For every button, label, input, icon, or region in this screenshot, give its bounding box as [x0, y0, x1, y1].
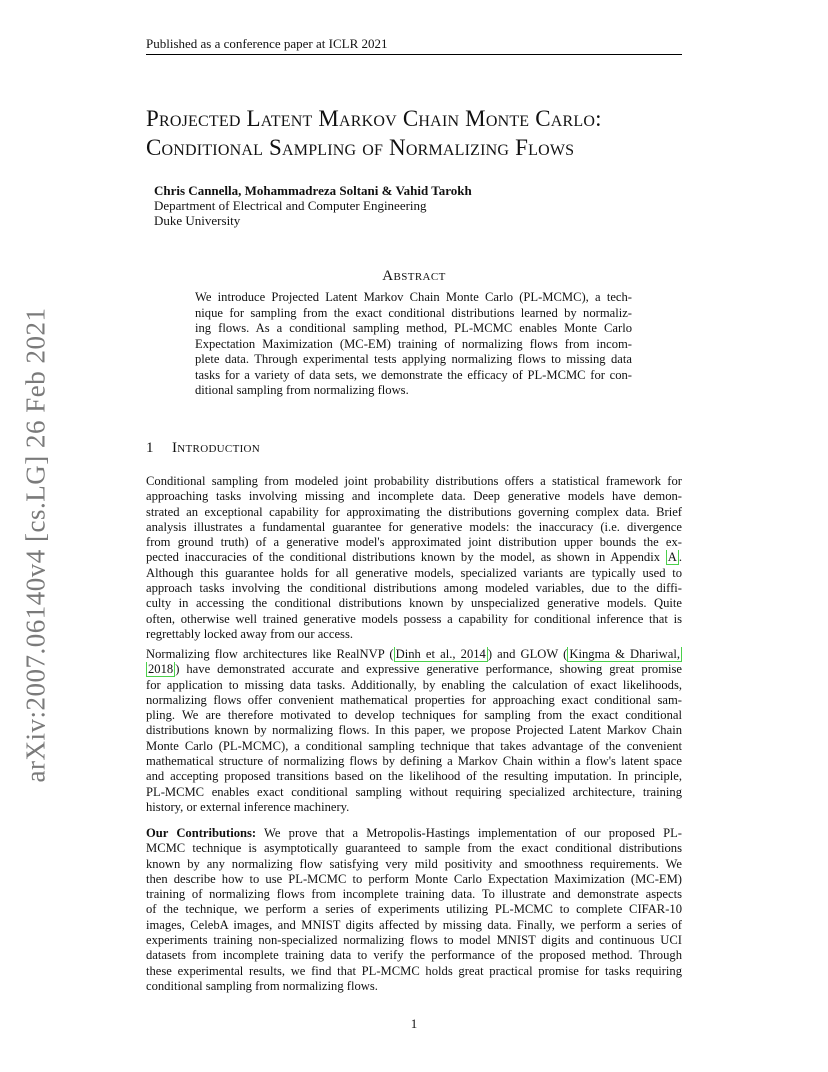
paper-title	[146, 104, 706, 162]
paragraph-line: Although this guarantee holds for all generative models, specialized variants are typically used to	[146, 565, 682, 580]
intro-paragraph-2	[146, 647, 682, 815]
abstract-line: plete data. Through experimental tests applying normalizing flows to missing data	[195, 352, 632, 366]
paragraph-line: distributions known by normalizing flows. In this paper, we propose Projected Latent Markov Chain	[146, 723, 682, 738]
abstract-line: ing flows. As a conditional sampling method, PL-MCMC enables Monte Carlo	[195, 321, 632, 335]
paragraph-line: Monte Carlo (PL-MCMC), a conditional sampling technique that takes advantage of the convenient	[146, 738, 682, 753]
intro-paragraph-1	[146, 474, 682, 642]
paragraph-line: training of normalizing flows from incomplete training data. To illustrate and demonstrate aspects	[146, 887, 682, 902]
paragraph-line: from ground truth) of a generative model's approximated joint distribution upper bounds the ex-	[146, 535, 682, 550]
section-heading-introduction	[146, 440, 682, 457]
abstract-line: ditional sampling from normalizing flows.	[195, 383, 409, 397]
abstract-line: Expectation Maximization (MC-EM) training of normalizing flows from incom-	[195, 336, 632, 351]
abstract-line: We introduce Projected Latent Markov Chain Monte Carlo (PL-MCMC), a tech-	[195, 290, 632, 304]
header-rule	[146, 54, 682, 55]
paragraph-line	[146, 826, 682, 841]
paragraph-line: Conditional sampling from modeled joint probability distributions offers a statistical framework for	[146, 474, 682, 488]
abstract-body	[195, 290, 632, 399]
arxiv-stamp-text: arXiv:2007.06140v4 [cs.LG] 26 Feb 2021	[20, 307, 51, 783]
paragraph-line: history, or external inference machinery.	[146, 799, 350, 814]
section-title: Introduction	[172, 440, 261, 456]
paragraph-line: known by any normalizing flow satisfying very mild positivity and smoothness requirements. We	[146, 856, 682, 871]
paragraph-line: approaching tasks involving missing and incomplete data. Deep generative models have demon-	[146, 489, 682, 504]
paragraph-line: of the technique, we perform a series of experiments utilizing PL-MCMC to complete CIFAR-10	[146, 902, 682, 917]
abstract-line: nique for sampling from the exact conditional distributions learned by normaliz-	[195, 305, 632, 320]
author-university: Duke University	[154, 213, 241, 228]
paragraph-text: Normalizing flow architectures like RealNVP (	[146, 647, 394, 661]
title-line-2: Conditional Sampling of Normalizing Flows	[146, 135, 575, 160]
paragraph-text: We prove that a Metropolis-Hastings implementation of our proposed PL-	[256, 826, 682, 840]
contributions-lead: Our Contributions:	[146, 826, 257, 840]
paragraph-line: pling. We are therefore motivated to develop techniques for sampling from the exact conditional	[146, 708, 682, 723]
paragraph-line: conditional sampling from normalizing flows.	[146, 978, 378, 993]
section-number: 1	[146, 440, 154, 456]
author-department: Department of Electrical and Computer Engineering	[154, 198, 427, 213]
paragraph-line: analysis illustrates a fundamental guarantee for generative models: the inaccuracy (i.e. divergence	[146, 519, 682, 534]
author-names: Chris Cannella, Mohammadreza Soltani & Vahid Tarokh	[154, 183, 472, 198]
paragraph-text: .	[678, 550, 682, 565]
paragraph-line: for application to missing data tasks. Additionally, by enabling the calculation of exact likelihoods,	[146, 677, 682, 692]
paragraph-line: MCMC technique is asymptotically guaranteed to sample from the exact conditional distributions	[146, 841, 682, 856]
abstract-heading: Abstract	[382, 268, 446, 284]
citation-kingma-dhariwal-2018-year[interactable]: 2018	[148, 662, 174, 677]
paragraph-line: approach tasks involving the conditional distributions among modeled variables, due to the diffi-	[146, 581, 682, 596]
paragraph-line	[146, 550, 682, 565]
paragraph-line: PL-MCMC enables exact conditional sampling without requiring specialized architecture, training	[146, 784, 682, 799]
abstract-line: tasks for a variety of data sets, we demonstrate the efficacy of PL-MCMC for con-	[195, 367, 632, 382]
author-block	[154, 183, 674, 228]
paragraph-line: datasets from incomplete training data to verify the performance of the proposed method. Through	[146, 948, 682, 963]
paragraph-line	[146, 662, 682, 677]
paragraph-line: regrettably locked away from our access.	[146, 626, 354, 641]
citation-kingma-dhariwal-2018[interactable]: Kingma & Dhariwal,	[569, 647, 681, 661]
paragraph-line: mathematical structure of normalizing flows by defining a Markov Chain within a flow's latent space	[146, 754, 682, 769]
paragraph-text: ) and GLOW (	[487, 647, 568, 661]
page-number: 1	[410, 1016, 418, 1031]
paragraph-text: pected inaccuracies of the conditional distributions known by the model, as shown in Appendix	[146, 550, 666, 565]
title-line-1: Projected Latent Markov Chain Monte Carlo:	[146, 106, 602, 131]
paragraph-line: strated an exceptional capability for approximating the distributions governing complex data. Brief	[146, 504, 682, 519]
paragraph-line: and accepting proposed transitions based on the likelihood of the resulting imputation. In principle,	[146, 769, 682, 784]
paragraph-line: then describe how to use PL-MCMC to perform Monte Carlo Expectation Maximization (MC-EM)	[146, 871, 682, 886]
paragraph-line: normalizing flows offer convenient mathematical properties for approaching exact conditional sam-	[146, 692, 682, 707]
paragraph-text: ) have demonstrated accurate and expressive generative performance, showing great promise	[175, 662, 682, 677]
paragraph-line: images, CelebA images, and MNIST digits affected by missing data. Finally, we perform a series of	[146, 917, 682, 932]
paragraph-line: these experimental results, we find that PL-MCMC holds great practical promise for tasks requiring	[146, 963, 682, 978]
paragraph-line: experiments training non-specialized normalizing flows to model MNIST digits and continuous UCI	[146, 933, 682, 948]
paragraph-line: culty in accessing the conditional distributions known by unspecialized generative models. Quite	[146, 596, 682, 611]
running-header: Published as a conference paper at ICLR 2021	[146, 36, 388, 51]
paragraph-line	[146, 647, 682, 662]
contributions-paragraph	[146, 826, 682, 994]
citation-dinh-2014[interactable]: Dinh et al., 2014	[395, 647, 486, 661]
appendix-a-link[interactable]: A	[667, 550, 677, 565]
paragraph-line: often, otherwise well trained generative models possess a capability for conditional inference that is	[146, 611, 682, 626]
